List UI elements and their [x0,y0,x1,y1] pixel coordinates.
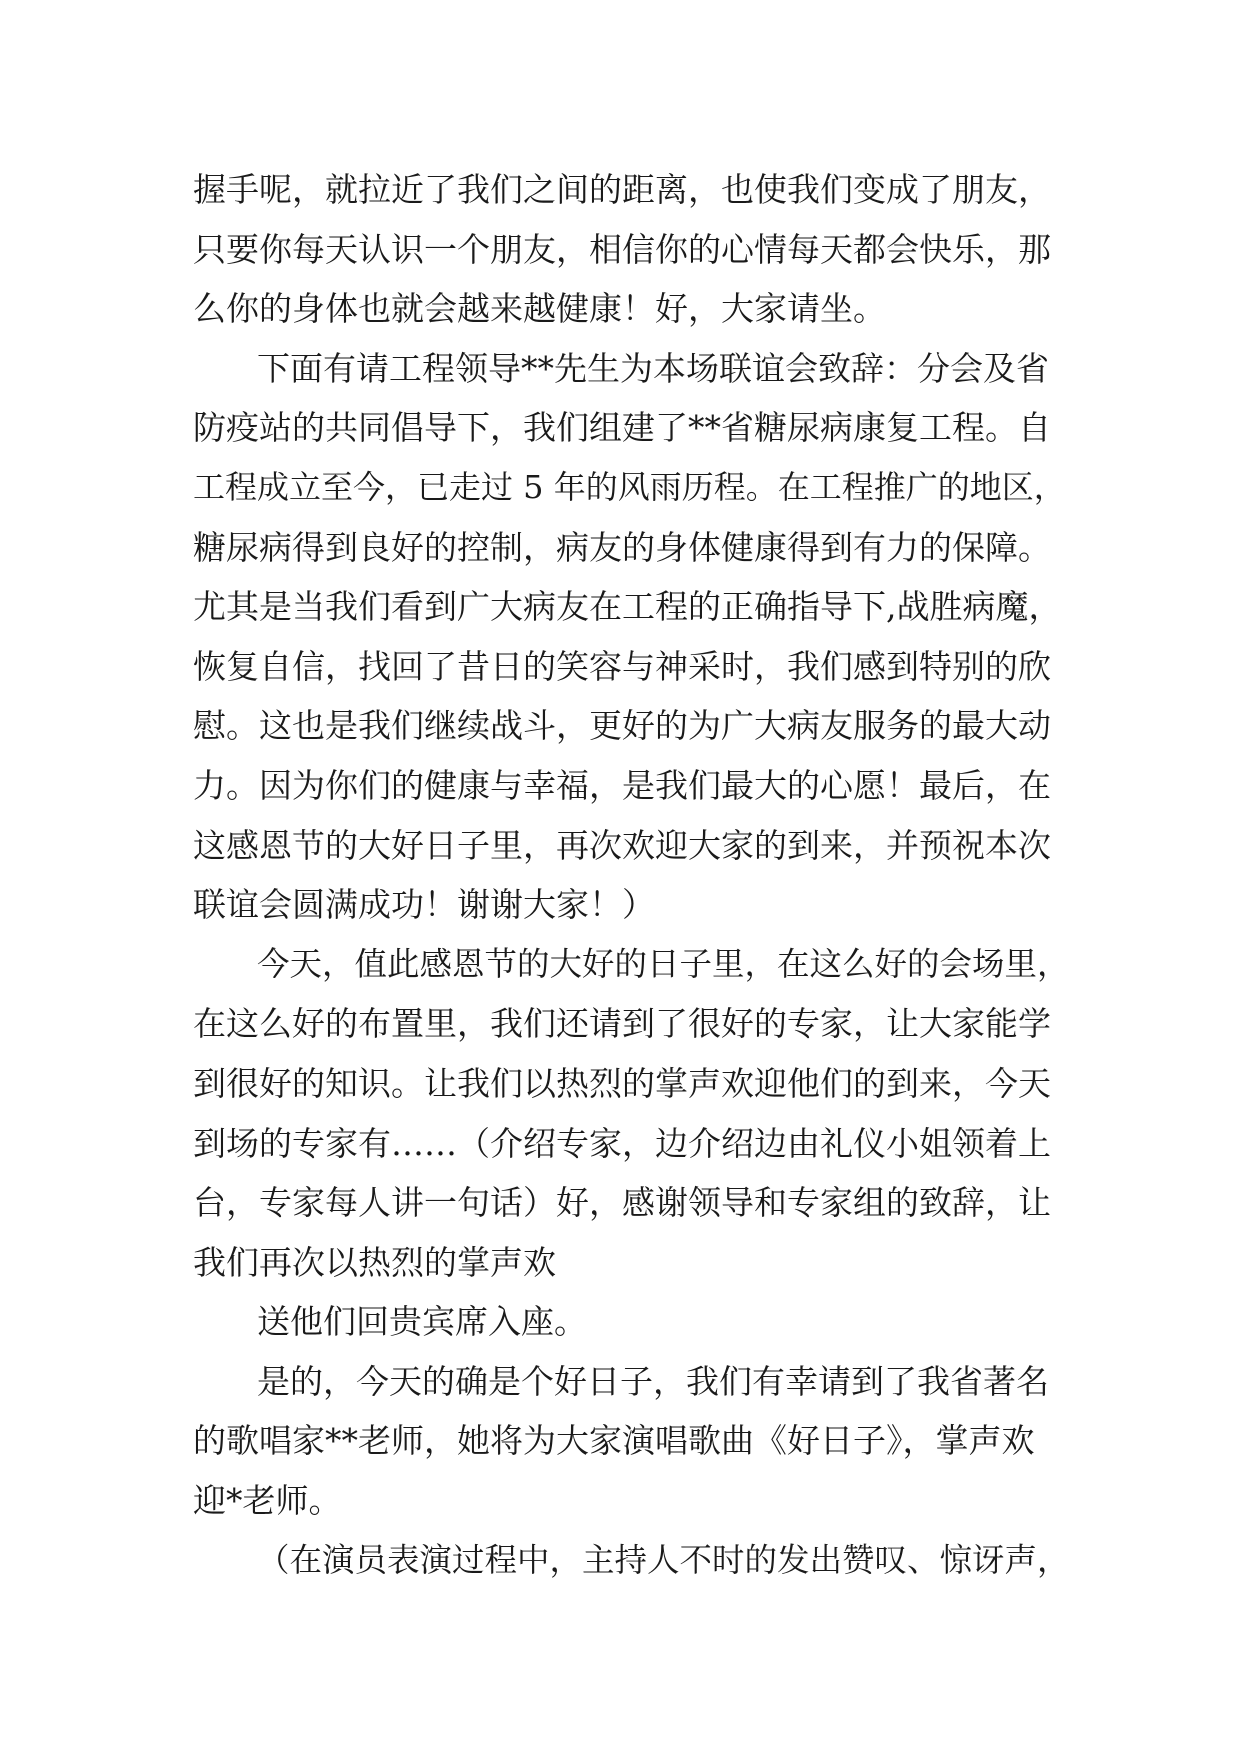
document-body [193,160,1073,1590]
text-line: 慰。这也是我们继续战斗，更好的为广大病友服务的最大动 [193,706,1051,746]
text-line: 是的，今天的确是个好日子，我们有幸请到了我省著名 [257,1361,1049,1401]
text-line: 迎*老师。 [193,1481,342,1521]
text-line: 握手呢，就拉近了我们之间的距离，也使我们变成了朋友， [193,170,1051,209]
text-line: 下面有请工程领导**先生为本场联谊会致辞：分会及省 [257,348,1049,388]
text-line: 么你的身体也就会越来越健康！好，大家请坐。 [193,289,886,329]
text-line: 在这么好的布置里，我们还请到了很好的专家，让大家能学 [193,1004,1051,1044]
text-line: 到场的专家有……（介绍专家，边介绍边由礼仪小姐领着上 [193,1123,1051,1163]
text-line: 的歌唱家**老师，她将为大家演唱歌曲《好日子》，掌声欢 [193,1421,1035,1461]
text-line: 只要你每天认识一个朋友，相信你的心情每天都会快乐，那 [193,229,1051,269]
text-line: 联谊会圆满成功！谢谢大家！） [193,885,655,925]
text-line: 送他们回贵宾席入座。 [257,1302,587,1342]
text-line: 尤其是当我们看到广大病友在工程的正确指导下,战胜病魔， [193,587,1062,627]
text-line: 今天，值此感恩节的大好的日子里，在这么好的会场里， [257,944,1070,983]
text-line: 我们再次以热烈的掌声欢 [193,1242,556,1282]
text-line: 到很好的知识。让我们以热烈的掌声欢迎他们的到来，今天 [193,1063,1051,1103]
text-line: （在演员表演过程中，主持人不时的发出赞叹、惊讶声， [257,1540,1070,1579]
text-line: 工程成立至今，已走过 5 年的风雨历程。在工程推广的地区， [193,467,1066,506]
text-line: 台，专家每人讲一句话）好，感谢领导和专家组的致辞，让 [193,1183,1051,1223]
text-line: 防疫站的共同倡导下，我们组建了**省糖尿病康复工程。自 [193,408,1051,448]
text-line: 糖尿病得到良好的控制，病友的身体健康得到有力的保障。 [193,527,1051,567]
text-line: 这感恩节的大好日子里，再次欢迎大家的到来，并预祝本次 [193,825,1051,865]
text-line: 恢复自信，找回了昔日的笑容与神采时，我们感到特别的欣 [193,646,1051,686]
text-line: 力。因为你们的健康与幸福，是我们最大的心愿！最后，在 [193,765,1051,805]
